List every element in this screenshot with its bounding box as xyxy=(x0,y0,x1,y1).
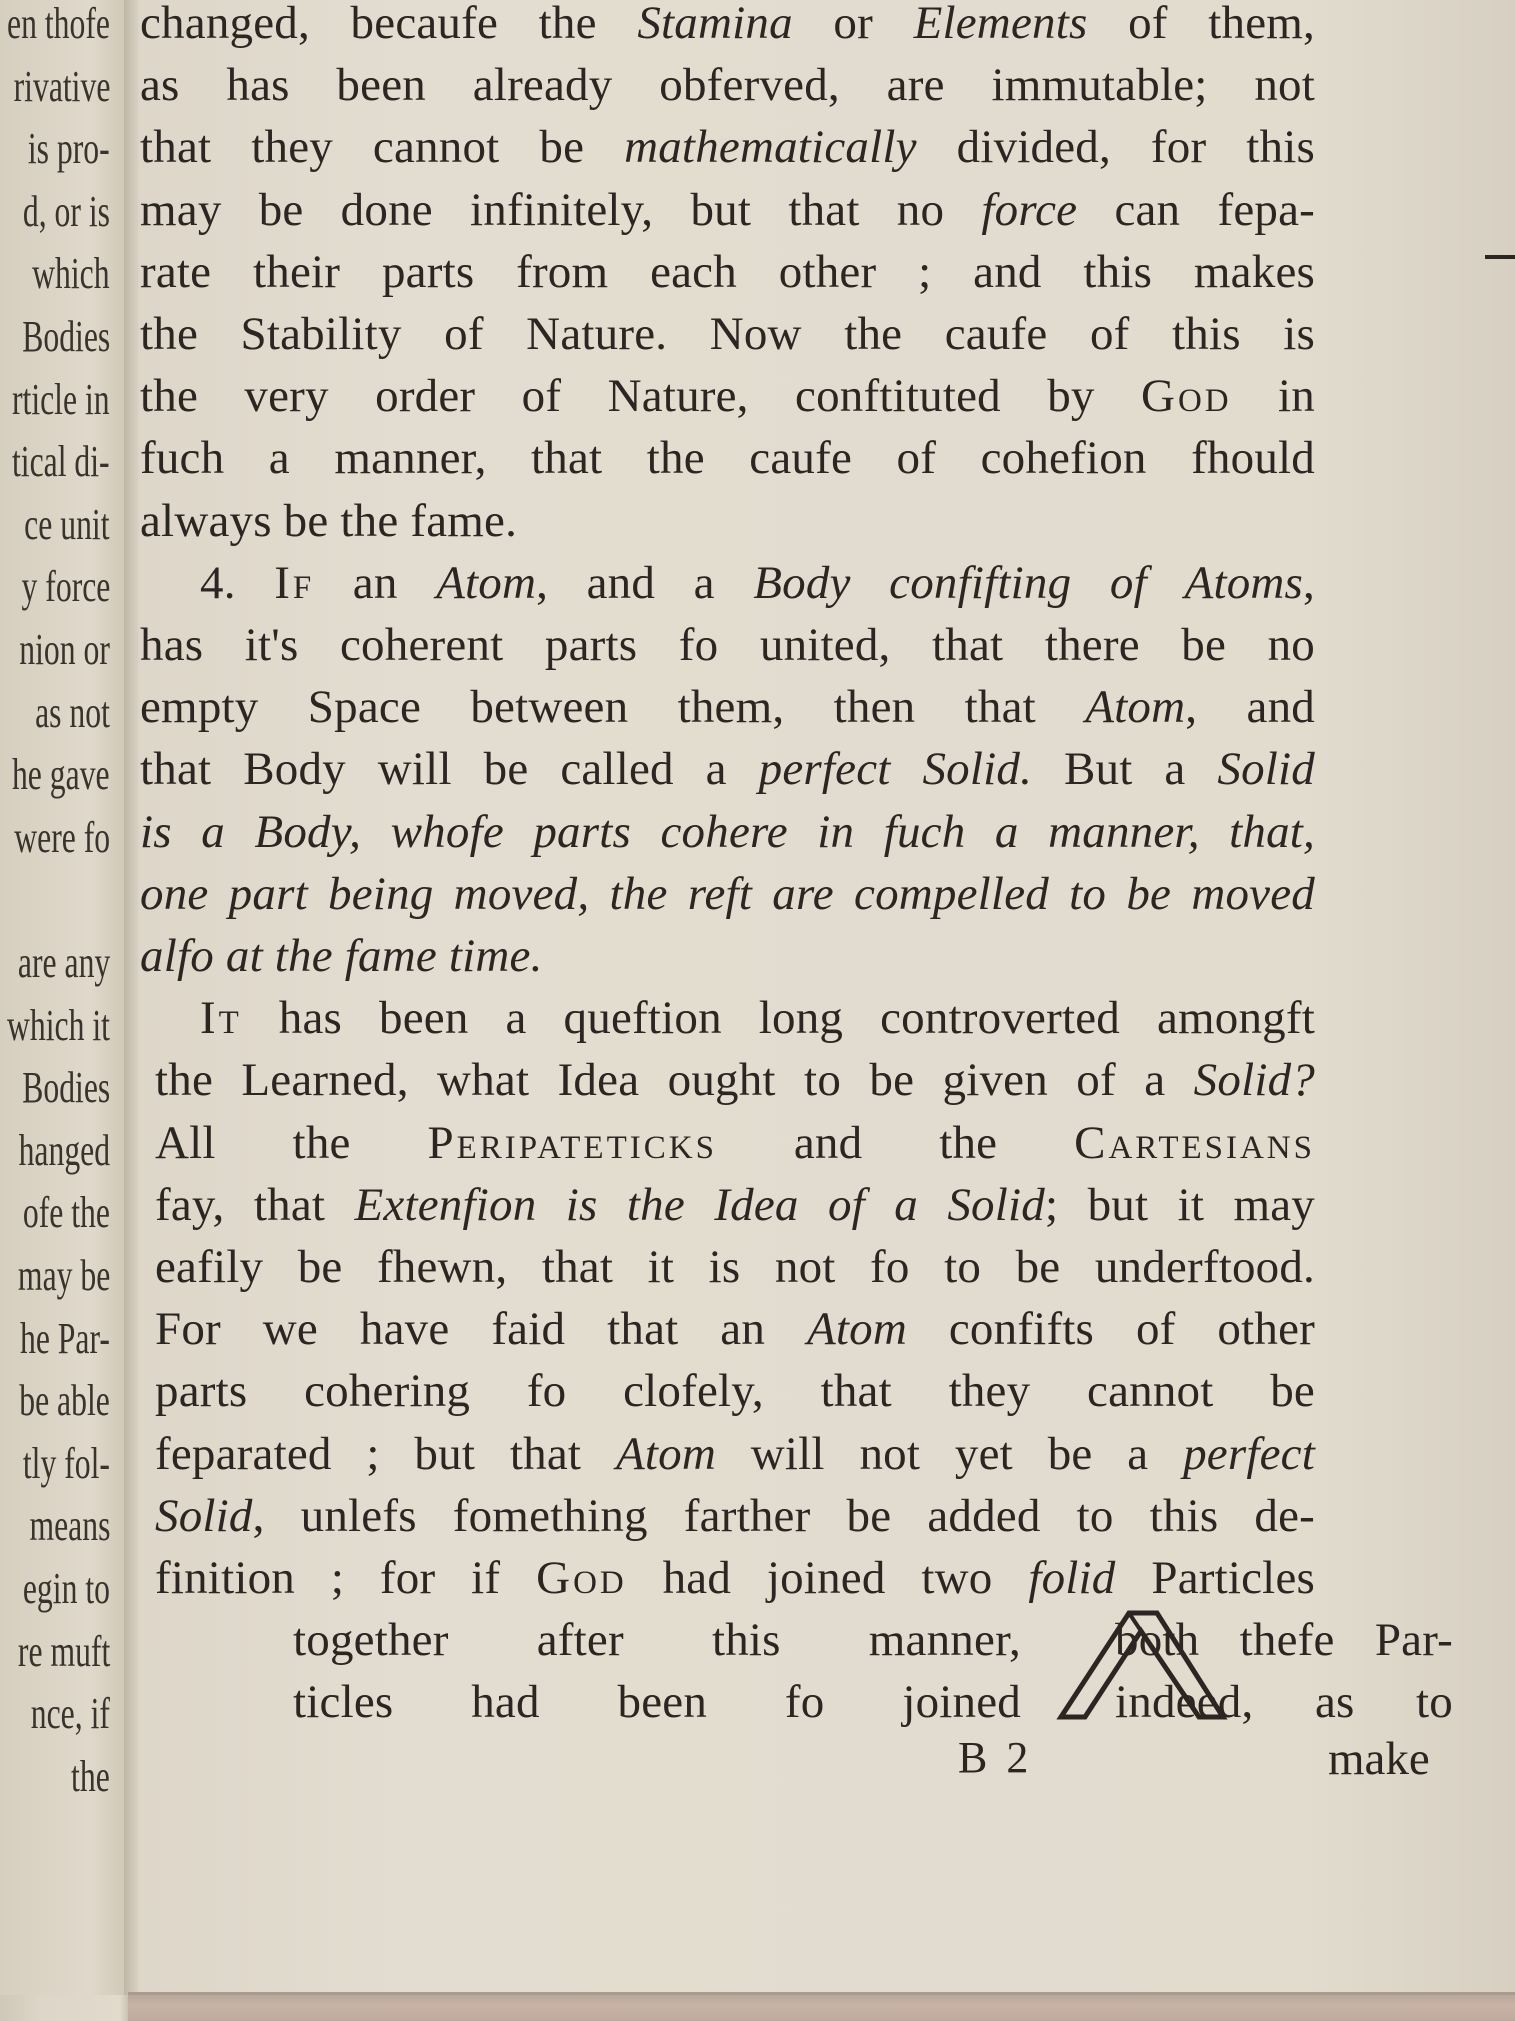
text-span: finition ; for if xyxy=(155,1552,537,1604)
left-page-line: hanged xyxy=(18,1125,110,1175)
left-page-line: re muft xyxy=(17,1626,110,1676)
text-span: parts cohering fo clofely, that they cannot be xyxy=(155,1365,1315,1418)
left-page-line: which xyxy=(32,249,110,299)
text-span: has it's coherent parts fo united, that there be no xyxy=(140,619,1315,671)
text-span: Atom xyxy=(1085,681,1186,734)
text-span: Atom xyxy=(806,1303,907,1356)
text-line xyxy=(140,738,1315,800)
text-line xyxy=(140,801,1315,863)
left-page-line: en thofe xyxy=(7,0,110,48)
text-span: one part being moved, the reft are compelled to be moved xyxy=(140,867,1315,920)
text-span: perfect xyxy=(1183,1427,1315,1480)
text-span: mathematically xyxy=(624,121,917,174)
text-span: will not yet be a xyxy=(715,1427,1184,1480)
text-span: in xyxy=(1231,370,1315,423)
text-span: folid xyxy=(1028,1552,1116,1604)
text-line xyxy=(140,54,1315,116)
text-span: an xyxy=(314,556,437,609)
text-span: 4. xyxy=(200,556,275,609)
text-span: always be the fame. xyxy=(140,494,518,547)
text-span: empty Space between them, then that xyxy=(140,681,1086,734)
text-span: Stamina xyxy=(637,0,793,49)
text-span: rate their parts from each other ; and this makes xyxy=(140,245,1315,298)
text-line-left-of-figure: together after this manner, xyxy=(293,1614,1021,1667)
text-line xyxy=(155,1485,1315,1547)
text-span: Peripateticks xyxy=(427,1116,717,1169)
text-span: that they cannot be xyxy=(140,121,625,174)
text-line xyxy=(140,676,1315,738)
left-page-line: ce unit xyxy=(24,499,110,549)
text-line xyxy=(155,1174,1315,1236)
text-line xyxy=(155,1112,1315,1174)
left-page-line: which it xyxy=(7,1000,110,1050)
left-page-line: tical di- xyxy=(12,437,110,487)
left-page-line: tly fol- xyxy=(22,1438,110,1488)
text-span: , xyxy=(1303,556,1315,609)
text-span: Elements xyxy=(913,0,1088,49)
text-span: Cartesians xyxy=(1074,1116,1315,1169)
text-span: Body confifting of Atoms xyxy=(753,556,1304,609)
text-span: eafily be fhewn, that it is not fo to be underftood. xyxy=(155,1241,1315,1293)
text-span: and the xyxy=(716,1116,1075,1169)
text-line xyxy=(200,987,1315,1049)
text-span: has been a queftion long controverted amongft xyxy=(241,992,1315,1045)
text-line xyxy=(140,116,1315,178)
text-span: If xyxy=(274,556,315,609)
left-page-line: nion or xyxy=(19,625,110,674)
left-page-line: nce, if xyxy=(30,1689,110,1739)
text-line-right-of-figure: both thefe Par- xyxy=(1115,1614,1453,1667)
left-page-line: he gave xyxy=(12,750,110,800)
left-page-line: Bodies xyxy=(21,312,110,361)
text-span: force xyxy=(981,183,1078,236)
left-page-line: are any xyxy=(17,938,110,987)
text-line xyxy=(155,1236,1315,1298)
left-page-fragment xyxy=(0,0,128,1995)
text-span: Solid? xyxy=(1193,1054,1315,1107)
text-span: ; but it may xyxy=(1044,1178,1315,1231)
text-span: confifts of other xyxy=(906,1303,1315,1356)
text-line xyxy=(200,552,1315,614)
text-span: the Stability of Nature. Now the caufe of this is xyxy=(140,308,1315,360)
text-span: , unlefs fomething farther be added to this de- xyxy=(252,1489,1315,1542)
text-span: All the xyxy=(155,1116,428,1169)
text-line-left-of-figure: ticles had been fo joined xyxy=(293,1676,1021,1729)
text-span: may be done infinitely, but that no xyxy=(140,183,982,236)
left-page-line: rticle in xyxy=(12,374,110,424)
text-span: can fepa- xyxy=(1077,183,1315,236)
text-span: fuch a manner, that the caufe of cohefion fhould xyxy=(140,432,1315,485)
text-span: Atom xyxy=(436,556,537,609)
text-span: or xyxy=(792,0,914,49)
page-bottom-edge xyxy=(128,1995,1515,2021)
text-span: feparated ; but that xyxy=(155,1427,616,1480)
text-span: God xyxy=(536,1552,627,1604)
text-span: But a xyxy=(1032,743,1218,796)
left-page-line: he Par- xyxy=(20,1313,110,1363)
text-line xyxy=(140,863,1315,925)
left-page-line: rivative xyxy=(13,61,110,111)
left-page-line: as not xyxy=(35,687,110,737)
text-span: alfo at the fame time. xyxy=(140,930,543,982)
left-page-line: y force xyxy=(21,562,110,612)
text-line xyxy=(140,427,1315,489)
text-span: Solid xyxy=(1217,743,1316,796)
text-line xyxy=(140,490,1315,552)
left-page-line: d, or is xyxy=(22,186,110,236)
text-span: God xyxy=(1141,370,1232,423)
left-page-line: is pro- xyxy=(28,124,110,174)
left-page-line: ofe the xyxy=(22,1188,110,1238)
text-span: that Body will be called a xyxy=(140,743,759,796)
text-span: the Learned, what Idea ought to be given of a xyxy=(155,1054,1194,1107)
right-page xyxy=(138,0,1515,1995)
margin-mark xyxy=(1485,255,1515,259)
text-span: It xyxy=(200,992,242,1045)
text-line xyxy=(140,179,1315,241)
left-page-line: the xyxy=(71,1751,110,1801)
text-span: , and xyxy=(1185,681,1315,734)
catchword: make xyxy=(1328,1733,1430,1785)
text-span: Extenfion is the Idea of a Solid xyxy=(354,1178,1045,1231)
text-span: Solid xyxy=(155,1489,253,1542)
text-span: Particles xyxy=(1115,1552,1315,1604)
text-span: For we have faid that an xyxy=(155,1303,807,1356)
text-span: fay, that xyxy=(155,1178,355,1231)
text-line xyxy=(155,1360,1315,1422)
left-page-line: means xyxy=(29,1501,110,1551)
text-line xyxy=(140,0,1315,54)
text-line xyxy=(155,1423,1315,1485)
text-span: , and a xyxy=(536,556,754,609)
text-line xyxy=(140,241,1315,303)
text-line xyxy=(140,925,1315,987)
text-span: as has been already obferved, are immutable; not xyxy=(140,59,1315,112)
text-line xyxy=(155,1049,1315,1111)
text-span: Atom xyxy=(615,1427,716,1480)
text-line xyxy=(155,1547,1315,1609)
text-span: had joined two xyxy=(626,1552,1029,1604)
text-span: is a Body, whofe parts cohere in fuch a manner, that, xyxy=(140,805,1315,858)
left-page-line: be able xyxy=(19,1376,110,1426)
text-line xyxy=(140,365,1315,427)
text-span: perfect Solid. xyxy=(758,743,1033,796)
left-page-line: may be xyxy=(17,1251,110,1300)
text-span: changed, becaufe the xyxy=(140,0,638,49)
left-page-line: were fo xyxy=(14,812,110,862)
text-span: the very order of Nature, conftituted by xyxy=(140,370,1142,423)
gutter xyxy=(124,0,138,1995)
text-line-right-of-figure: indeed, as to xyxy=(1115,1676,1453,1729)
left-page-line: egin to xyxy=(22,1564,110,1613)
text-line xyxy=(140,614,1315,676)
left-page-line: Bodies xyxy=(21,1063,110,1113)
text-span: of them, xyxy=(1087,0,1315,49)
text-line xyxy=(140,303,1315,365)
signature-mark: B 2 xyxy=(958,1733,1033,1782)
text-line xyxy=(155,1298,1315,1360)
text-span: divided, for this xyxy=(916,121,1315,174)
